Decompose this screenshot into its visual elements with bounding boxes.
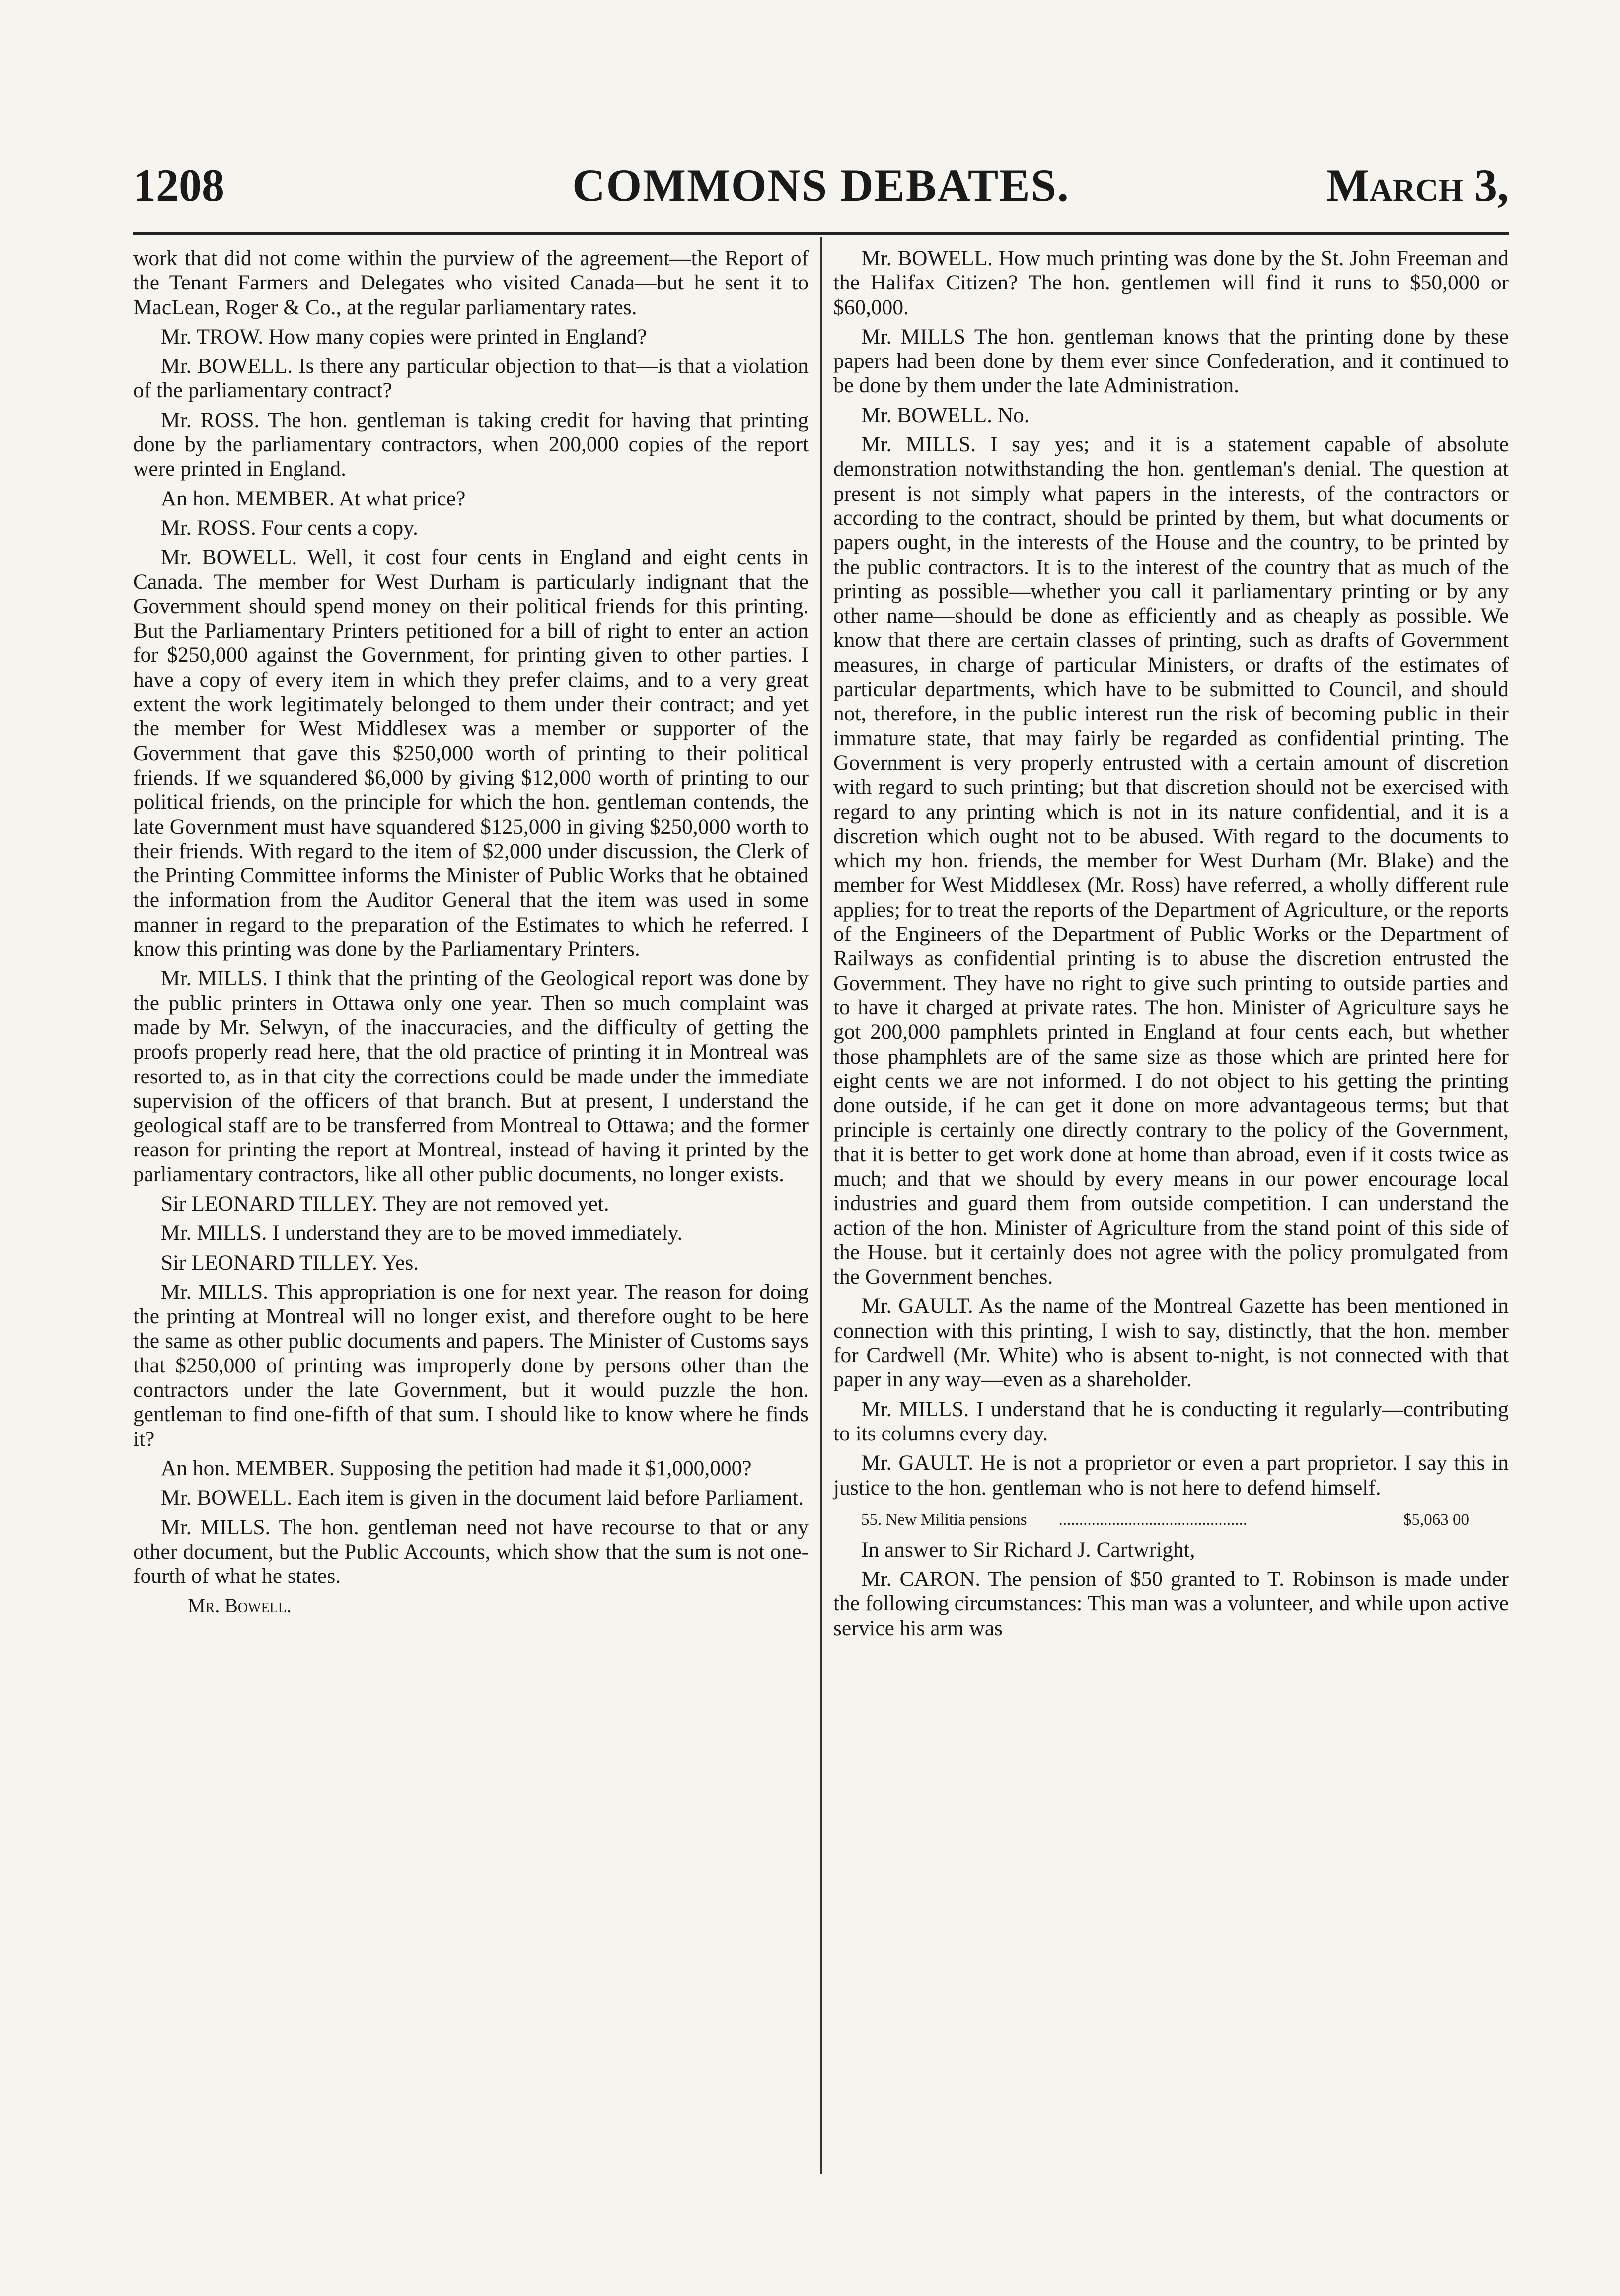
paragraph: Mr. TROW. How many copies were printed in England?: [161, 324, 647, 349]
paragraph: Mr. MILLS. The hon. gentleman need not have recourse to that or any other document, but the Public Accounts, which show that the sum is not one-fourth of what he states.: [133, 1515, 809, 1588]
paragraph: Mr. MILLS The hon. gentleman knows that the printing done by these papers had been done by them ever since Confederation, and it continued to be done by them under the late Administration.: [833, 324, 1509, 398]
left-column: [133, 246, 809, 1623]
paragraph: Mr. CARON. The pension of $50 granted to T. Robinson is made under the following circumstances: This man was a volunteer, and while upon active service his arm was: [833, 1567, 1509, 1640]
paragraph: Mr. MILLS. This appropriation is one for next year. The reason for doing the printing at Montreal will no longer exist, and therefore ought to be here the same as other public documents and papers. The Minister of Customs says that $250,000 of printing was improperly done by persons other than the contractors under the late Government, but it would puzzle the hon. gentleman to find one-fifth of that sum. I should like to know where he finds it?: [133, 1280, 809, 1451]
page-number: 1208: [133, 160, 224, 211]
page-header: [133, 158, 1509, 213]
paragraph: Mr. ROSS. Four cents a copy.: [161, 515, 418, 540]
paragraph: Mr. BOWELL. How much printing was done by the St. John Freeman and the Halifax Citizen? The hon. gentlemen will find it runs to $50,000 or $60,000.: [833, 246, 1509, 319]
paragraph: work that did not come within the purview of the agreement—the Report of the Tenant Farmers and Delegates who visited Canada—but he sent it to MacLean, Roger & Co., at the regular parliamentary rates.: [133, 246, 809, 319]
estimate-item-amount: $5,063 00: [1403, 1510, 1469, 1529]
estimate-item-leader: ..............................................: [1058, 1510, 1248, 1529]
page-date: March 3,: [1326, 160, 1509, 211]
paragraph: Sir LEONARD TILLEY. They are not removed yet.: [161, 1191, 609, 1216]
paragraph: Mr. BOWELL. Is there any particular objection to that—is that a violation of the parliamentary contract?: [133, 354, 809, 403]
estimate-item: [833, 1507, 1509, 1533]
paragraph: Mr. MILLS. I understand that he is conducting it regularly—contributing to its columns every day.: [833, 1397, 1509, 1445]
paragraph: An hon. MEMBER. Supposing the petition had made it $1,000,000?: [161, 1456, 752, 1480]
right-column: [833, 246, 1509, 1646]
paragraph: Mr. MILLS. I think that the printing of the Geological report was done by the public printers in Ottawa only one year. Then so much complaint was made by Mr. Selwyn, of the inaccuracies, and the difficulty of getting the proofs properly read here, that the old practice of printing it in Montreal was resorted to, as in that city the corrections could be made under the immediate supervision of the officers of that branch. But at present, I understand the geological staff are to be transferred from Montreal to Ottawa; and the former reason for printing the report at Montreal, instead of having it printed by the parliamentary contractors, like all other public documents, no longer exists.: [133, 966, 809, 1186]
paragraph: Mr. BOWELL. No.: [861, 403, 1030, 427]
estimate-item-label: 55. New Militia pensions: [861, 1510, 1027, 1529]
paragraph: An hon. MEMBER. At what price?: [161, 486, 466, 510]
column-divider: [820, 237, 822, 2174]
paragraph: Mr. BOWELL. Well, it cost four cents in England and eight cents in Canada. The member for West Durham is particularly indignant that the Government should spend money on their political friends for this printing. But the Parliamentary Printers petitioned for a bill of right to enter an action for $250,000 against the Government, for printing given to other parties. I have a copy of every item in which they prefer claims, and to a very great extent the work legitimately belonged to them under their contract; and yet the member for West Middlesex was a member or supporter of the Government that gave this $250,000 worth of printing to their political friends. If we squandered $6,000 by giving $12,000 worth of printing to our political friends, on the principle for which the hon. gentleman contends, the late Government must have squandered $125,000 in giving $250,000 worth to their friends. With regard to the item of $2,000 under discussion, the Clerk of the Printing Committee informs the Minister of Public Works that he obtained the information from the Auditor General that the item was used in some manner in regard to the preparation of the Estimates to which he referred. I know this printing was done by the Parliamentary Printers.: [133, 545, 809, 961]
footer-speaker-name: Mr. Bowell.: [188, 1594, 292, 1617]
paragraph: In answer to Sir Richard J. Cartwright,: [861, 1537, 1195, 1562]
paragraph: Sir LEONARD TILLEY. Yes.: [161, 1250, 419, 1275]
paragraph: Mr. MILLS. I say yes; and it is a statement capable of absolute demonstration notwithstanding the hon. gentleman's denial. The question at present is not simply what papers in the interests, of the contractors or according to the contract, should be printed by them, but what documents or papers ought, in the interests of the House and the country, to be printed by the public contractors. It is to the interest of the country that as much of the printing as possible—whether you call it parliamentary printing or by any other name—should be done as efficiently and as cheaply as possible. We know that there are certain classes of printing, such as drafts of Government measures, in charge of particular Ministers, or drafts of the estimates of particular departments, which have to be submitted to Council, and should not, therefore, in the public interest run the risk of becoming public in their immature state, that may fairly be regarded as confidential printing. The Government is very properly entrusted with a certain amount of discretion with regard to such printing; but that discretion should not be exercised with regard to any printing which is not in its nature confidential, and it is a discretion which ought not to be abused. With regard to the documents to which my hon. friends, the member for West Durham (Mr. Blake) and the member for West Middlesex (Mr. Ross) have referred, a wholly different rule applies; for to treat the reports of the Department of Agriculture, or the reports of the Engineers of the Department of Public Works or the Department of Railways as confidential printing is to abuse the discretion entrusted the Government. They have no right to give such printing to outside parties and to have it charged at private rates. The hon. Minister of Agriculture says he got 200,000 pamphlets printed in England at four cents each, but whether those phamphlets are of the same size as those which are printed here for eight cents we are not informed. I do not object to his getting the printing done outside, if he can get it done on more advantageous terms; but that principle is certainly one directly contrary to the policy of the Government, that it is better to get work done at home than abroad, even if it costs twice as much; and that we should by every means in our power encourage local industries and guard them from outside competition. I can understand the action of the hon. Minister of Agriculture from the stand point of this side of the House. but it certainly does not agree with the policy promulgated from the Government benches.: [833, 432, 1509, 1289]
header-rule: [133, 232, 1509, 235]
paragraph: Mr. BOWELL. Each item is given in the document laid before Parliament.: [161, 1486, 804, 1510]
paragraph: Mr. ROSS. The hon. gentleman is taking credit for having that printing done by the parliamentary contractors, when 200,000 copies of the report were printed in England.: [133, 408, 809, 481]
paragraph: Mr. GAULT. He is not a proprietor or even a part proprietor. I say this in justice to the hon. gentleman who is not here to defend himself.: [833, 1451, 1509, 1500]
page-title: COMMONS DEBATES.: [572, 160, 1070, 211]
paragraph: Mr. GAULT. As the name of the Montreal Gazette has been mentioned in connection with this printing, I wish to say, distinctly, that the hon. member for Cardwell (Mr. White) who is absent to-night, is not connected with that paper in any way—even as a shareholder.: [833, 1294, 1509, 1392]
paragraph: Mr. MILLS. I understand they are to be moved immediately.: [161, 1221, 683, 1245]
